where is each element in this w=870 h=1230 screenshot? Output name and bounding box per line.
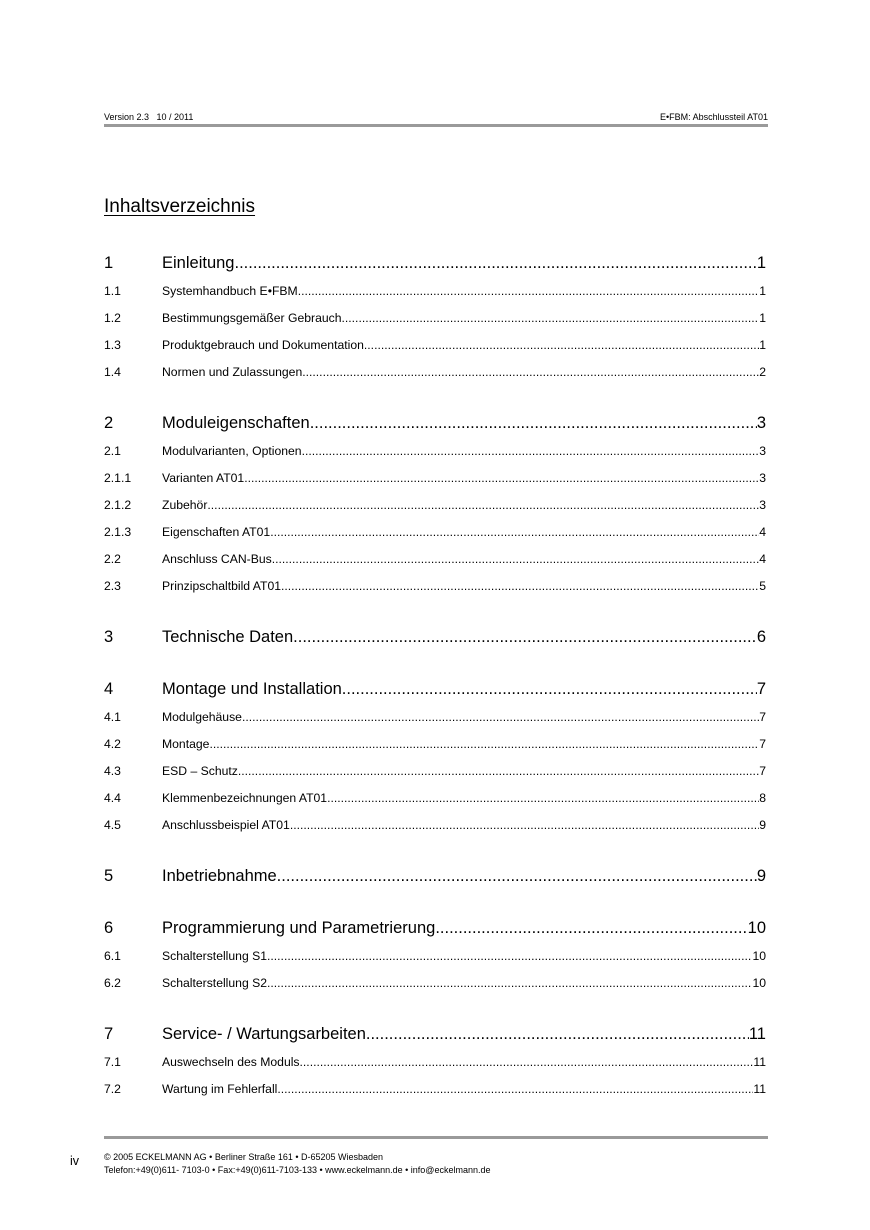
- document-title: E•FBM: Abschlussteil AT01: [659, 112, 768, 122]
- toc-entry-label: ESD – Schutz: [162, 764, 238, 778]
- toc-chapter-entry[interactable]: [104, 1019, 766, 1049]
- toc-entry-label: Systemhandbuch E•FBM: [162, 284, 298, 298]
- toc-entry-label: Modulgehäuse: [162, 710, 242, 724]
- toc-entry-number: 4.1: [104, 710, 121, 724]
- toc-entry-number: 4.5: [104, 818, 121, 832]
- toc-entry-page: 3: [759, 498, 766, 512]
- footer-rule: [104, 1136, 768, 1139]
- toc-entry-page: 6: [756, 628, 766, 646]
- toc-entry-leader: [342, 674, 757, 704]
- toc-entry-label: Moduleigenschaften: [162, 414, 310, 432]
- toc-section-entry[interactable]: [104, 970, 766, 997]
- toc-entry-number: 1.4: [104, 365, 121, 379]
- toc-entry-label: Service- / Wartungsarbeiten: [162, 1025, 366, 1043]
- toc-entry-page: 5: [759, 579, 766, 593]
- toc-entry-page: 9: [759, 818, 766, 832]
- toc-entry-number: 6.1: [104, 949, 121, 963]
- toc-chapter-entry[interactable]: [104, 408, 766, 438]
- toc-entry-number: 1.2: [104, 311, 121, 325]
- page-header: [104, 112, 768, 123]
- toc-section-entry[interactable]: [104, 1076, 766, 1103]
- toc-entry-number: 1.3: [104, 338, 121, 352]
- toc-section-entry[interactable]: [104, 546, 766, 573]
- toc-section-entry[interactable]: [104, 1049, 766, 1076]
- toc-entry-number: 2.2: [104, 552, 121, 566]
- toc-entry-label: Bestimmungsgemäßer Gebrauch: [162, 311, 342, 325]
- toc-chapter-entry[interactable]: [104, 913, 766, 943]
- toc-entry-leader: [293, 622, 757, 652]
- toc-entry-label: Schalterstellung S1: [162, 949, 268, 963]
- toc-entry-leader: [364, 332, 759, 359]
- toc-entry-label: Einleitung: [162, 254, 235, 272]
- toc-entry-page: 11: [748, 1025, 766, 1043]
- footer-page-number: iv: [70, 1154, 80, 1168]
- toc-entry-leader: [277, 861, 757, 891]
- footer-address: [104, 1151, 490, 1177]
- toc-entry-leader: [281, 573, 759, 600]
- toc-entry-page: 3: [759, 471, 766, 485]
- toc-section-entry[interactable]: [104, 731, 766, 758]
- toc-entry-number: 2.1.3: [104, 525, 132, 539]
- toc-entry-page: 1: [759, 338, 766, 352]
- toc-entry-leader: [290, 812, 759, 839]
- toc-section-entry[interactable]: [104, 332, 766, 359]
- toc-entry-number: 1.1: [104, 284, 121, 298]
- toc-entry-leader: [277, 1076, 753, 1103]
- toc-entry-leader: [366, 1019, 749, 1049]
- toc-entry-leader: [209, 731, 759, 758]
- page-title: Inhaltsverzeichnis: [104, 196, 256, 217]
- toc-entry-page: 3: [756, 414, 766, 432]
- toc-entry-page: 8: [759, 791, 766, 805]
- toc-entry-leader: [267, 943, 752, 970]
- toc-section-entry[interactable]: [104, 758, 766, 785]
- toc-entry-leader: [242, 704, 759, 731]
- toc-entry-leader: [207, 492, 759, 519]
- toc-entry-label: Modulvarianten, Optionen: [162, 444, 302, 458]
- toc-entry-page: 1: [756, 254, 766, 272]
- toc-entry-label: Normen und Zulassungen: [162, 365, 303, 379]
- toc-entry-label: Varianten AT01: [162, 471, 245, 485]
- toc-entry-number: 7: [104, 1025, 114, 1043]
- toc-entry-leader: [272, 546, 759, 573]
- toc-entry-number: 7.1: [104, 1055, 121, 1069]
- toc-entry-page: 1: [759, 311, 766, 325]
- toc-entry-label: Produktgebrauch und Dokumentation: [162, 338, 364, 352]
- toc-section-entry[interactable]: [104, 785, 766, 812]
- toc-entry-page: 7: [759, 737, 766, 751]
- toc-entry-page: 11: [753, 1082, 766, 1096]
- toc-section-entry[interactable]: [104, 278, 766, 305]
- toc-entry-label: Eigenschaften AT01: [162, 525, 271, 539]
- table-of-contents: [104, 248, 766, 1103]
- toc-entry-label: Auswechseln des Moduls: [162, 1055, 300, 1069]
- toc-entry-page: 2: [759, 365, 766, 379]
- toc-entry-number: 6.2: [104, 976, 121, 990]
- toc-entry-leader: [342, 305, 760, 332]
- toc-entry-number: 2.1: [104, 444, 121, 458]
- toc-entry-label: Inbetriebnahme: [162, 867, 277, 885]
- toc-entry-leader: [234, 248, 756, 278]
- toc-entry-label: Anschlussbeispiel AT01: [162, 818, 290, 832]
- toc-entry-page: 10: [752, 976, 766, 990]
- toc-entry-label: Schalterstellung S2: [162, 976, 268, 990]
- toc-entry-label: Wartung im Fehlerfall: [162, 1082, 278, 1096]
- toc-chapter-entry[interactable]: [104, 861, 766, 891]
- toc-entry-page: 10: [747, 919, 766, 937]
- toc-entry-label: Prinzipschaltbild AT01: [162, 579, 281, 593]
- toc-entry-number: 6: [104, 919, 114, 937]
- toc-entry-page: 7: [759, 764, 766, 778]
- toc-entry-label: Programmierung und Parametrierung: [162, 919, 436, 937]
- toc-entry-number: 2.3: [104, 579, 121, 593]
- toc-entry-leader: [270, 519, 759, 546]
- toc-entry-label: Zubehör: [162, 498, 208, 512]
- toc-entry-leader: [327, 785, 759, 812]
- toc-entry-page: 11: [753, 1055, 766, 1069]
- toc-chapter-entry[interactable]: [104, 674, 766, 704]
- toc-entry-number: 2: [104, 414, 114, 432]
- toc-entry-label: Anschluss CAN-Bus: [162, 552, 272, 566]
- footer-line-2: Telefon:+49(0)611- 7103-0 • Fax:+49(0)611-7103-133 • www.eckelmann.de • info@eckelmann.de: [104, 1165, 491, 1175]
- toc-entry-label: Klemmenbezeichnungen AT01: [162, 791, 328, 805]
- toc-section-entry[interactable]: [104, 492, 766, 519]
- toc-entry-number: 2.1.1: [104, 471, 132, 485]
- toc-entry-leader: [435, 913, 747, 943]
- toc-chapter-entry[interactable]: [104, 248, 766, 278]
- toc-section-entry[interactable]: [104, 359, 766, 386]
- toc-section-entry[interactable]: [104, 465, 766, 492]
- toc-section-entry[interactable]: [104, 573, 766, 600]
- toc-entry-page: 4: [759, 552, 766, 566]
- toc-entry-leader: [302, 359, 759, 386]
- toc-entry-number: 4.4: [104, 791, 121, 805]
- toc-chapter-entry[interactable]: [104, 622, 766, 652]
- toc-entry-leader: [244, 465, 759, 492]
- toc-entry-number: 7.2: [104, 1082, 121, 1096]
- toc-entry-number: 5: [104, 867, 114, 885]
- toc-entry-page: 10: [752, 949, 766, 963]
- toc-entry-leader: [302, 438, 760, 465]
- toc-entry-page: 4: [759, 525, 766, 539]
- toc-entry-leader: [300, 1049, 754, 1076]
- toc-section-entry[interactable]: [104, 943, 766, 970]
- toc-entry-label: Technische Daten: [162, 628, 294, 646]
- toc-section-entry[interactable]: [104, 305, 766, 332]
- toc-entry-number: 2.1.2: [104, 498, 132, 512]
- toc-entry-number: 4.2: [104, 737, 121, 751]
- toc-entry-page: 7: [759, 710, 766, 724]
- toc-entry-page: 7: [756, 680, 766, 698]
- toc-entry-number: 1: [104, 254, 114, 272]
- toc-section-entry[interactable]: [104, 519, 766, 546]
- toc-entry-number: 4: [104, 680, 114, 698]
- toc-entry-leader: [298, 278, 760, 305]
- toc-entry-page: 9: [756, 867, 766, 885]
- toc-entry-leader: [310, 408, 757, 438]
- toc-entry-number: 4.3: [104, 764, 121, 778]
- toc-entry-label: Montage: [162, 737, 210, 751]
- toc-section-entry[interactable]: [104, 812, 766, 839]
- footer-line-1: © 2005 ECKELMANN AG • Berliner Straße 161 • D-65205 Wiesbaden: [104, 1152, 384, 1162]
- toc-entry-leader: [267, 970, 752, 997]
- toc-section-entry[interactable]: [104, 704, 766, 731]
- toc-entry-leader: [238, 758, 759, 785]
- toc-entry-page: 3: [759, 444, 766, 458]
- toc-section-entry[interactable]: [104, 438, 766, 465]
- toc-entry-number: 3: [104, 628, 114, 646]
- version-label: Version 2.3 10 / 2011: [104, 112, 194, 122]
- toc-entry-label: Montage und Installation: [162, 680, 342, 698]
- header-rule: [104, 124, 768, 127]
- toc-entry-page: 1: [759, 284, 766, 298]
